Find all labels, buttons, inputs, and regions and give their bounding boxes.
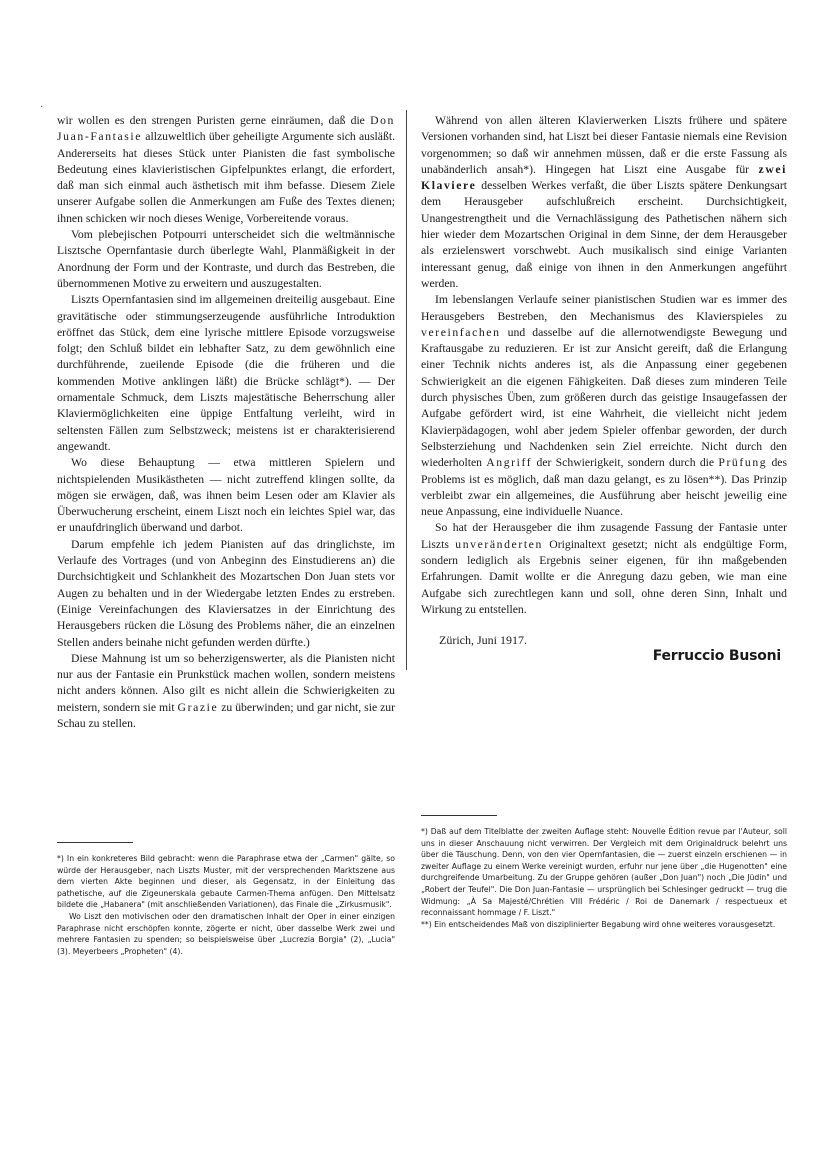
right-paragraph-1 [421,113,787,292]
right-column [421,113,787,664]
margin-mark: · [40,102,44,113]
left-paragraph-2: Vom plebejischen Potpourri unterscheidet sich die weltmännische Lisztsche Opernfantasie durch überlegte Wahl, Planmäßigkeit in der Anordnung der Form und der Kontraste, und durch das Bestreben, die übernommenen Motive zu erweitern und auszugestalten. [57,228,395,290]
text-emphasis: zwei Klaviere [421,162,787,193]
footnote-1-continued: Wo Liszt den motivischen oder den dramatischen Inhalt der Oper in einer einzigen Paraphrase nicht erschöpfen konnte, zögerte er nicht, über dasselbe Werk zwei und mehrere Fantasien zu spenden; so beispielsweise über „Lucrezia Borgia" (2), „Lucia" (3). Meyerbeers „Propheten" (4). [57,911,395,956]
left-paragraph-5: Darum empfehle ich jedem Pianisten auf das dringlichste, im Verlaufe des Vortrages (und von Anbeginn des Einstudierens an) die Durchsichtigkeit und Schlankheit des Mozartschen Don Juan stets vor Augen zu behalten und in der Wiedergabe letzten Endes zu erstreben. (Einige Vereinfachungen des Klaviersatzes in der Einrichtung des Herausgebers rücken die Lösung des Problems näher, die an einzelnen Stellen anders beinahe nicht gefunden werden dürfte.) [57,537,395,649]
text: desselben Werkes verfaßt, die über Liszts spätere Denkungsart dem Herausgeber aufschlußreich erscheint. Durchsichtigkeit, Unangestrengtheit und die Vernachlässigung des Pathetischen nähern sich hier wieder dem Mozartschen Original in dem Sinne, der dem Herausgeber als erzielenswert vorschwebt. Auch musikalisch sind einige Varianten interessant genug, daß einige von ihnen in den Anmerkungen angeführt werden. [421,179,788,290]
text: So hat der Herausgeber die ihm zusagende Fassung der Fantasie unter Liszts [421,521,787,551]
column-divider [406,110,407,670]
left-paragraph-1 [57,113,395,227]
footnote-rule [57,842,133,843]
text-title: Don Juan-Fantasie [57,114,395,144]
text: Diese Mahnung ist um so beherzigenswerter, als die Pianisten nicht nur aus der Fantasie ein Prunkstück machen wollen, sondern meistens nicht anders können. Also gilt es nicht allein die Schwierigkeiten zu meistern, sondern sie mit [57,651,395,714]
right-paragraph-2 [421,292,787,520]
text: des Problems ist es möglich, daß man dazu gelangt, es zu lösen**). Das Prinzip verbleibt zwar ein allgemeines, die Ausführung aber heischt jeweilig eine neue Anpassung, eine individuelle Nuance. [421,456,788,519]
place-date: Zürich, Juni 1917. [439,633,527,648]
text-emphasis: unveränderten [455,537,543,551]
text-emphasis: Angriff [486,456,533,470]
text: allzuweltlich über geheiligte Argumente sich ausläßt. Andererseits hat dieses Stück unter Pianisten die fast symbolische Bedeutung eines klavieristischen Gipfelpunktes erlangt, die erfordert, daß man sich einmal auch ästhetisch mit ihm befasse. Diesem Ziele unserer Aufgabe sollen die Anmerkungen am Fuße des Textes dienen; ihnen schicken wir noch dieses Wenige, Vorbereitende voraus. [57,130,395,225]
footnote-rule [421,815,497,816]
text: zu überwinden; und gar nicht, sie zur Schau zu stellen. [57,700,396,730]
text: wir wollen es den strengen Puristen gerne einräumen, daß die [57,114,365,127]
left-paragraph-4: Wo diese Behauptung — etwa mittleren Spielern und nichtspielenden Musikästheten — nicht zutreffend klingen sollte, da mögen sie erwägen, daß, was ihnen beim Lesen oder am Klavier als Überwucherung erscheint, einem Liszt noch ein leichtes Spiel war, das er unaufdringlich überwand und darbot. [57,456,395,535]
text: Im lebenslangen Verlaufe seiner pianistischen Studien war es immer des Herausgebers Bestreben, den Mechanismus des Klavierspieles zu [421,293,787,323]
text-emphasis: vereinfachen [421,325,501,339]
text-emphasis: Prüfung [718,456,768,470]
left-paragraph-6 [57,651,395,732]
right-paragraph-3 [421,520,787,618]
text: Während von allen älteren Klavierwerken Liszts frühere und spätere Versionen vorhanden sind, hat Liszt bei dieser Fantasie niemals eine Revision vorgenommen; so daß wir annehmen müssen, daß er die erste Fassung als unabänderlich ansah*). Hingegen hat Liszt eine Ausgabe für [421,114,787,176]
footnote-1: *) In ein konkreteres Bild gebracht: wenn die Paraphrase etwa der „Carmen" gälte, so würde der Herausgeber, nach Liszts Muster, mit der versprechenden Marktszene aus dem vierten Akte beginnen und dieser, als Gegensatz, in der Einleitung das pathetische, auf die Zigeunerskala gebaute Carmen-Thema anfügen. Den Mittelsatz bildete die „Habanera" (mit anschließenden Variationen), das Finale die „Zirkusmusik". [57,854,395,910]
right-footnotes [421,815,787,930]
text: Originaltext gesetzt; nicht als endgültige Form, sondern lediglich als Ergebnis seiner eigenen, für ihn maßgebenden Erfahrungen. Damit wollte er die Anregung dazu geben, wie man eine Aufgabe sich zurechtlegen kann und soll, ohne deren Sinn, Inhalt und Wirkung zu entstellen. [421,537,788,616]
text: und dasselbe auf die allernotwendigste Bewegung und Kraftausgabe zu reduzieren. Er ist zur Ansicht gereift, daß die Erlangung einer Technik nichts anderes ist, als die Anpassung einer gegebenen Schwierigkeit an die eigenen Fähigkeiten. Daß dieses zum minderen Teile durch physisches Üben, zum größeren durch das geistige Insaugefassen der Aufgabe gefördert wird, ist eine Wahrheit, die vielleicht nicht jedem Klavierpädagogen, wohl aber jedem Spieler offenbar geworden, der durch Selbsterziehung und Nachdenken sein Ziel erreichte. Nicht durch den wiederholten [421,325,787,470]
text: der Schwierigkeit, sondern durch die [536,456,715,470]
left-column [57,113,395,732]
left-paragraph-3: Liszts Opernfantasien sind im allgemeinen dreiteilig ausgebaut. Eine gravitätische oder stimmungserzeugende ausführliche Introduktion eröffnet das Stück, dem eine lyrische mittlere Episode vorzugsweise folgt; den Schluß bildet ein lebhafter Satz, zu dem gewöhnlich eine durchführende, zueilende Episode (die die früheren und die kommenden Motive anklingen läßt) die Brücke schlägt*). — Der ornamentale Schmuck, dem Liszts majestätische Beherrschung aller Klaviermöglichkeiten eine üppige Entfaltung verleiht, wird in seltensten Fällen zum Selbstzweck; meistens ist er charakterisierend angewandt. [57,293,395,453]
footnote-star: *) Daß auf dem Titelblatte der zweiten Auflage steht: Nouvelle Édition revue par l'Auteur, soll uns in dieser Anschauung nicht verwirren. Der Vergleich mit dem Originaldruck belehrt uns über die Täuschung. Denn, von den vier Opernfantasien, die — zuerst einzeln erschienen — in zweiter Auflage zu einem Werke vereinigt wurden, erfuhr nur jene über „die Hugenotten" eine durchgreifende Umarbeitung. Zu der Gruppe gehören (außer „Don Juan") noch „Die Jüdin" und „Robert der Teufel". Die Don Juan-Fantasie — ursprünglich bei Schlesinger gedruckt — trug die Widmung: „À Sa Majesté/Chrétien VIII Frédéric / Roi de Danemark / respectueux et reconnaissant hommage / F. Liszt." [421,827,787,918]
footnote-double-star: **) Ein entscheidendes Maß von disziplinierter Begabung wird ohne weiteres vorausgesetzt. [421,919,776,929]
text-emphasis: Grazie [177,700,219,714]
left-footnotes [57,842,395,957]
signature: Ferruccio Busoni [652,648,781,665]
